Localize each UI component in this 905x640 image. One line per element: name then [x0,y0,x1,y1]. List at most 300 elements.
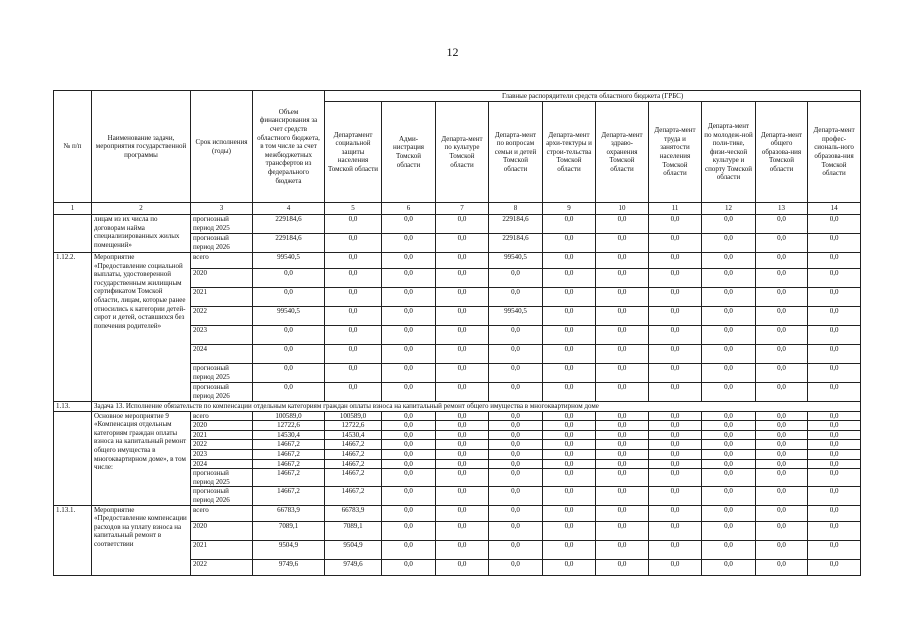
value-cell: 0,0 [596,521,649,540]
value-cell: 0,0 [702,383,756,402]
value-cell: 0,0 [436,469,489,487]
value-cell: 0,0 [756,487,808,505]
value-cell: 0,0 [649,505,702,521]
value-cell: 0,0 [436,459,489,469]
value-cell: 0,0 [756,326,808,345]
value-cell: 0,0 [702,505,756,521]
value-cell: 0,0 [756,440,808,450]
value-cell: 0,0 [382,215,436,234]
column-number: 3 [191,203,253,215]
column-number: 1 [54,203,92,215]
value-cell: 14667,2 [325,469,382,487]
value-cell: 0,0 [596,253,649,269]
value-cell: 0,0 [436,521,489,540]
value-cell: 0,0 [808,288,861,307]
value-cell: 0,0 [253,269,325,288]
value-cell: 0,0 [756,459,808,469]
value-cell: 0,0 [543,440,596,450]
value-cell: 12722,6 [325,421,382,431]
task-row [54,402,861,412]
value-cell: 0,0 [756,269,808,288]
value-cell: 0,0 [489,559,543,575]
value-cell: 0,0 [702,440,756,450]
value-cell: 229184,6 [489,215,543,234]
value-cell: 14530,4 [253,430,325,440]
value-cell: 14667,2 [325,449,382,459]
value-cell: 0,0 [649,307,702,326]
column-number: 13 [756,203,808,215]
header-dept: Департамент социальной защиты населения Томской области [325,102,382,203]
value-cell: 0,0 [756,411,808,421]
value-cell: 0,0 [436,487,489,505]
column-number: 6 [382,203,436,215]
value-cell: 0,0 [756,253,808,269]
value-cell: 0,0 [808,269,861,288]
value-cell: 0,0 [649,440,702,450]
value-cell: 0,0 [596,449,649,459]
value-cell: 0,0 [808,469,861,487]
measure-name: Мероприятие «Предоставление компенсации расходов на уплату взноса на капитальный ремонт в соответствии [92,505,191,575]
value-cell: 0,0 [382,307,436,326]
value-cell: 0,0 [756,521,808,540]
value-cell: 14667,2 [325,459,382,469]
value-cell: 0,0 [436,411,489,421]
value-cell: 0,0 [543,487,596,505]
value-cell: 0,0 [543,411,596,421]
header-dept: Департа-мент по культуре Томской области [436,102,489,203]
value-cell: 0,0 [808,411,861,421]
term-cell: всего [191,505,253,521]
value-cell: 0,0 [382,469,436,487]
value-cell: 0,0 [649,521,702,540]
value-cell: 0,0 [808,345,861,364]
column-number: 7 [436,203,489,215]
term-cell: 2021 [191,288,253,307]
value-cell: 0,0 [543,540,596,559]
value-cell: 0,0 [702,307,756,326]
value-cell: 0,0 [702,234,756,253]
value-cell: 0,0 [756,307,808,326]
term-cell: прогнозный период 2025 [191,215,253,234]
value-cell: 0,0 [489,364,543,383]
value-cell: 0,0 [253,326,325,345]
value-cell: 0,0 [596,307,649,326]
value-cell: 0,0 [649,449,702,459]
measure-name: лицам из их числа по договорам найма специализированных жилых помещений» [92,215,191,253]
value-cell: 0,0 [808,326,861,345]
value-cell: 0,0 [489,487,543,505]
value-cell: 0,0 [596,345,649,364]
value-cell: 14667,2 [253,449,325,459]
value-cell: 0,0 [382,253,436,269]
value-cell: 0,0 [543,459,596,469]
value-cell: 0,0 [756,559,808,575]
value-cell: 0,0 [756,383,808,402]
row-number [54,411,92,505]
term-cell: 2022 [191,307,253,326]
value-cell: 0,0 [702,540,756,559]
value-cell: 0,0 [382,364,436,383]
value-cell: 7089,1 [325,521,382,540]
value-cell: 0,0 [808,215,861,234]
value-cell: 0,0 [325,253,382,269]
value-cell: 0,0 [253,364,325,383]
term-cell: 2020 [191,521,253,540]
value-cell: 0,0 [756,345,808,364]
value-cell: 0,0 [543,288,596,307]
value-cell: 0,0 [596,326,649,345]
term-cell: прогнозный период 2026 [191,383,253,402]
row-number: 1.13. [54,402,92,412]
value-cell: 0,0 [596,288,649,307]
value-cell: 0,0 [382,430,436,440]
value-cell: 0,0 [808,383,861,402]
measure-name: Основное мероприятие 9 «Компенсация отдельным категориям граждан оплаты взноса на капитальный ремонт общего имущества в многоквартирном доме», в том числе: [92,411,191,505]
term-cell: 2023 [191,449,253,459]
value-cell: 0,0 [596,440,649,450]
value-cell: 100589,0 [253,411,325,421]
term-cell: прогнозный период 2026 [191,234,253,253]
value-cell: 0,0 [702,487,756,505]
value-cell: 0,0 [382,459,436,469]
value-cell: 0,0 [382,521,436,540]
value-cell: 9749,6 [325,559,382,575]
value-cell: 0,0 [649,540,702,559]
term-cell: 2021 [191,540,253,559]
value-cell: 0,0 [702,345,756,364]
value-cell: 0,0 [702,469,756,487]
value-cell: 0,0 [808,459,861,469]
value-cell: 0,0 [253,383,325,402]
table-row [54,215,861,234]
page-number: 12 [446,45,459,59]
row-number: 1.13.1. [54,505,92,575]
term-cell: 2024 [191,345,253,364]
value-cell: 0,0 [489,505,543,521]
value-cell: 0,0 [596,459,649,469]
value-cell: 0,0 [596,540,649,559]
header-grbs: Главные распорядители средств областного бюджета (ГРБС) [325,91,861,102]
value-cell: 0,0 [596,411,649,421]
value-cell: 0,0 [543,215,596,234]
value-cell: 0,0 [489,269,543,288]
value-cell: 0,0 [756,449,808,459]
value-cell: 0,0 [649,430,702,440]
value-cell: 14667,2 [325,440,382,450]
value-cell: 0,0 [436,364,489,383]
value-cell: 0,0 [436,559,489,575]
column-number: 9 [543,203,596,215]
value-cell: 229184,6 [253,215,325,234]
value-cell: 0,0 [596,383,649,402]
column-number: 4 [253,203,325,215]
value-cell: 0,0 [325,288,382,307]
value-cell: 0,0 [596,559,649,575]
budget-table [53,90,861,576]
value-cell: 0,0 [649,269,702,288]
value-cell: 7089,1 [253,521,325,540]
value-cell: 14667,2 [253,487,325,505]
value-cell: 0,0 [489,459,543,469]
value-cell: 0,0 [808,430,861,440]
value-cell: 0,0 [808,540,861,559]
value-cell: 0,0 [382,487,436,505]
table-row [54,253,861,269]
term-cell: прогнозный период 2026 [191,487,253,505]
value-cell: 0,0 [808,521,861,540]
value-cell: 0,0 [325,345,382,364]
value-cell: 0,0 [436,288,489,307]
value-cell: 0,0 [436,345,489,364]
header-dept: Департа-мент профес-сиональ-ного образова-ния Томской области [808,102,861,203]
value-cell: 0,0 [649,459,702,469]
term-cell: 2022 [191,440,253,450]
value-cell: 99540,5 [489,253,543,269]
column-number: 12 [702,203,756,215]
value-cell: 0,0 [436,540,489,559]
value-cell: 0,0 [543,234,596,253]
value-cell: 14667,2 [253,440,325,450]
value-cell: 0,0 [702,430,756,440]
table-row [54,505,861,521]
value-cell: 66783,9 [253,505,325,521]
value-cell: 0,0 [436,307,489,326]
row-number: 1.12.2. [54,253,92,402]
value-cell: 0,0 [382,421,436,431]
value-cell: 0,0 [489,430,543,440]
value-cell: 9749,6 [253,559,325,575]
value-cell: 0,0 [702,215,756,234]
value-cell: 0,0 [436,269,489,288]
term-cell: 2020 [191,269,253,288]
value-cell: 0,0 [702,449,756,459]
value-cell: 99540,5 [253,307,325,326]
value-cell: 0,0 [808,307,861,326]
value-cell: 0,0 [325,215,382,234]
value-cell: 0,0 [756,469,808,487]
header-dept: Департа-мент архи-тектуры и строи-тельства Томской области [543,102,596,203]
value-cell: 0,0 [543,253,596,269]
value-cell: 0,0 [543,469,596,487]
value-cell: 0,0 [489,521,543,540]
value-cell: 0,0 [649,421,702,431]
value-cell: 0,0 [756,540,808,559]
value-cell: 0,0 [325,269,382,288]
value-cell: 0,0 [436,383,489,402]
value-cell: 0,0 [596,234,649,253]
value-cell: 0,0 [808,449,861,459]
term-cell: всего [191,411,253,421]
value-cell: 99540,5 [253,253,325,269]
value-cell: 0,0 [649,559,702,575]
value-cell: 229184,6 [489,234,543,253]
value-cell: 0,0 [649,345,702,364]
measure-name: Мероприятие «Предоставление социальной выплаты, удостоверенной государственным жилищным сертификатом Томской области, лицам, которые ранее относились к категории детей-сирот и детей, оставшихся без попечения родителей» [92,253,191,402]
value-cell: 0,0 [649,234,702,253]
value-cell: 0,0 [253,288,325,307]
value-cell: 0,0 [596,487,649,505]
task-text: Задача 13. Исполнение обязательств по компенсации отдельным категориям граждан оплаты взноса на капитальный ремонт общего имущества в многоквартирном доме [92,402,861,412]
value-cell: 0,0 [543,521,596,540]
value-cell: 0,0 [489,288,543,307]
value-cell: 0,0 [702,253,756,269]
value-cell: 0,0 [382,411,436,421]
value-cell: 0,0 [596,215,649,234]
term-cell: 2022 [191,559,253,575]
value-cell: 229184,6 [253,234,325,253]
value-cell: 0,0 [436,215,489,234]
value-cell: 0,0 [489,440,543,450]
column-number: 10 [596,203,649,215]
value-cell: 0,0 [382,269,436,288]
value-cell: 0,0 [649,364,702,383]
value-cell: 0,0 [325,326,382,345]
header-no: № п/п [54,91,92,203]
value-cell: 14667,2 [253,459,325,469]
value-cell: 0,0 [436,449,489,459]
value-cell: 0,0 [756,215,808,234]
value-cell: 0,0 [808,253,861,269]
value-cell: 0,0 [325,383,382,402]
term-cell: 2021 [191,430,253,440]
value-cell: 12722,6 [253,421,325,431]
term-cell: 2020 [191,421,253,431]
value-cell: 0,0 [702,364,756,383]
value-cell: 0,0 [543,430,596,440]
value-cell: 0,0 [649,215,702,234]
value-cell: 9504,9 [325,540,382,559]
value-cell: 0,0 [756,421,808,431]
value-cell: 0,0 [543,364,596,383]
value-cell: 0,0 [436,505,489,521]
value-cell: 9504,9 [253,540,325,559]
value-cell: 0,0 [756,234,808,253]
term-cell: прогнозный период 2025 [191,469,253,487]
value-cell: 0,0 [702,411,756,421]
value-cell: 0,0 [596,421,649,431]
value-cell: 0,0 [702,521,756,540]
header-term: Срок исполнения (годы) [191,91,253,203]
value-cell: 0,0 [382,383,436,402]
header-dept: Департа-мент труда и занятости населения Томской области [649,102,702,203]
value-cell: 0,0 [596,505,649,521]
header-dept: Департа-мент здраво-охранения Томской области [596,102,649,203]
value-cell: 0,0 [649,487,702,505]
column-number: 5 [325,203,382,215]
header-dept: Департа-мент по вопросам семьи и детей Томской области [489,102,543,203]
value-cell: 0,0 [808,487,861,505]
value-cell: 66783,9 [325,505,382,521]
value-cell: 0,0 [489,449,543,459]
value-cell: 0,0 [436,234,489,253]
value-cell: 0,0 [436,440,489,450]
term-cell: всего [191,253,253,269]
term-cell: 2024 [191,459,253,469]
value-cell: 0,0 [325,307,382,326]
value-cell: 0,0 [382,559,436,575]
value-cell: 0,0 [325,234,382,253]
column-number: 14 [808,203,861,215]
value-cell: 0,0 [436,326,489,345]
value-cell: 0,0 [325,364,382,383]
value-cell: 0,0 [596,469,649,487]
value-cell: 0,0 [543,345,596,364]
value-cell: 0,0 [489,540,543,559]
value-cell: 0,0 [382,505,436,521]
value-cell: 0,0 [543,421,596,431]
value-cell: 0,0 [489,383,543,402]
column-number: 11 [649,203,702,215]
value-cell: 0,0 [543,505,596,521]
value-cell: 0,0 [596,364,649,383]
value-cell: 0,0 [702,269,756,288]
value-cell: 0,0 [489,411,543,421]
value-cell: 0,0 [649,469,702,487]
value-cell: 0,0 [808,505,861,521]
value-cell: 0,0 [543,559,596,575]
header-dept: Департа-мент по молодеж-ной поли-тике, физи-ческой культуре и спорту Томской области [702,102,756,203]
value-cell: 0,0 [808,440,861,450]
value-cell: 0,0 [702,459,756,469]
value-cell: 0,0 [756,505,808,521]
value-cell: 0,0 [756,430,808,440]
value-cell: 0,0 [808,364,861,383]
value-cell: 0,0 [808,421,861,431]
value-cell: 0,0 [382,540,436,559]
value-cell: 14530,4 [325,430,382,440]
value-cell: 0,0 [543,326,596,345]
value-cell: 0,0 [756,364,808,383]
header-name: Наименование задачи, мероприятия государственной программы [92,91,191,203]
column-number: 8 [489,203,543,215]
value-cell: 0,0 [543,449,596,459]
value-cell: 0,0 [649,326,702,345]
value-cell: 0,0 [436,421,489,431]
value-cell: 0,0 [436,430,489,440]
term-cell: 2023 [191,326,253,345]
value-cell: 0,0 [489,421,543,431]
value-cell: 0,0 [702,288,756,307]
value-cell: 0,0 [382,440,436,450]
value-cell: 0,0 [543,383,596,402]
value-cell: 0,0 [702,559,756,575]
header-dept: Департа-мент общего образова-ния Томской области [756,102,808,203]
value-cell: 0,0 [382,288,436,307]
table-row [54,411,861,421]
value-cell: 0,0 [382,234,436,253]
value-cell: 0,0 [596,269,649,288]
header-dept: Адми-нистрация Томской области [382,102,436,203]
value-cell: 0,0 [543,269,596,288]
value-cell: 0,0 [702,326,756,345]
value-cell: 0,0 [382,326,436,345]
value-cell: 0,0 [382,449,436,459]
value-cell: 0,0 [382,345,436,364]
value-cell: 0,0 [649,253,702,269]
value-cell: 0,0 [543,307,596,326]
header-volume: Объем финансирования за счет средств областного бюджета, в том числе за счет межбюджетных трансфертов из федерального бюджета [253,91,325,203]
term-cell: прогнозный период 2025 [191,364,253,383]
value-cell: 0,0 [808,559,861,575]
value-cell: 0,0 [649,288,702,307]
value-cell: 0,0 [808,234,861,253]
value-cell: 0,0 [649,383,702,402]
value-cell: 0,0 [489,345,543,364]
value-cell: 100589,0 [325,411,382,421]
value-cell: 0,0 [596,430,649,440]
value-cell: 0,0 [702,421,756,431]
value-cell: 0,0 [253,345,325,364]
